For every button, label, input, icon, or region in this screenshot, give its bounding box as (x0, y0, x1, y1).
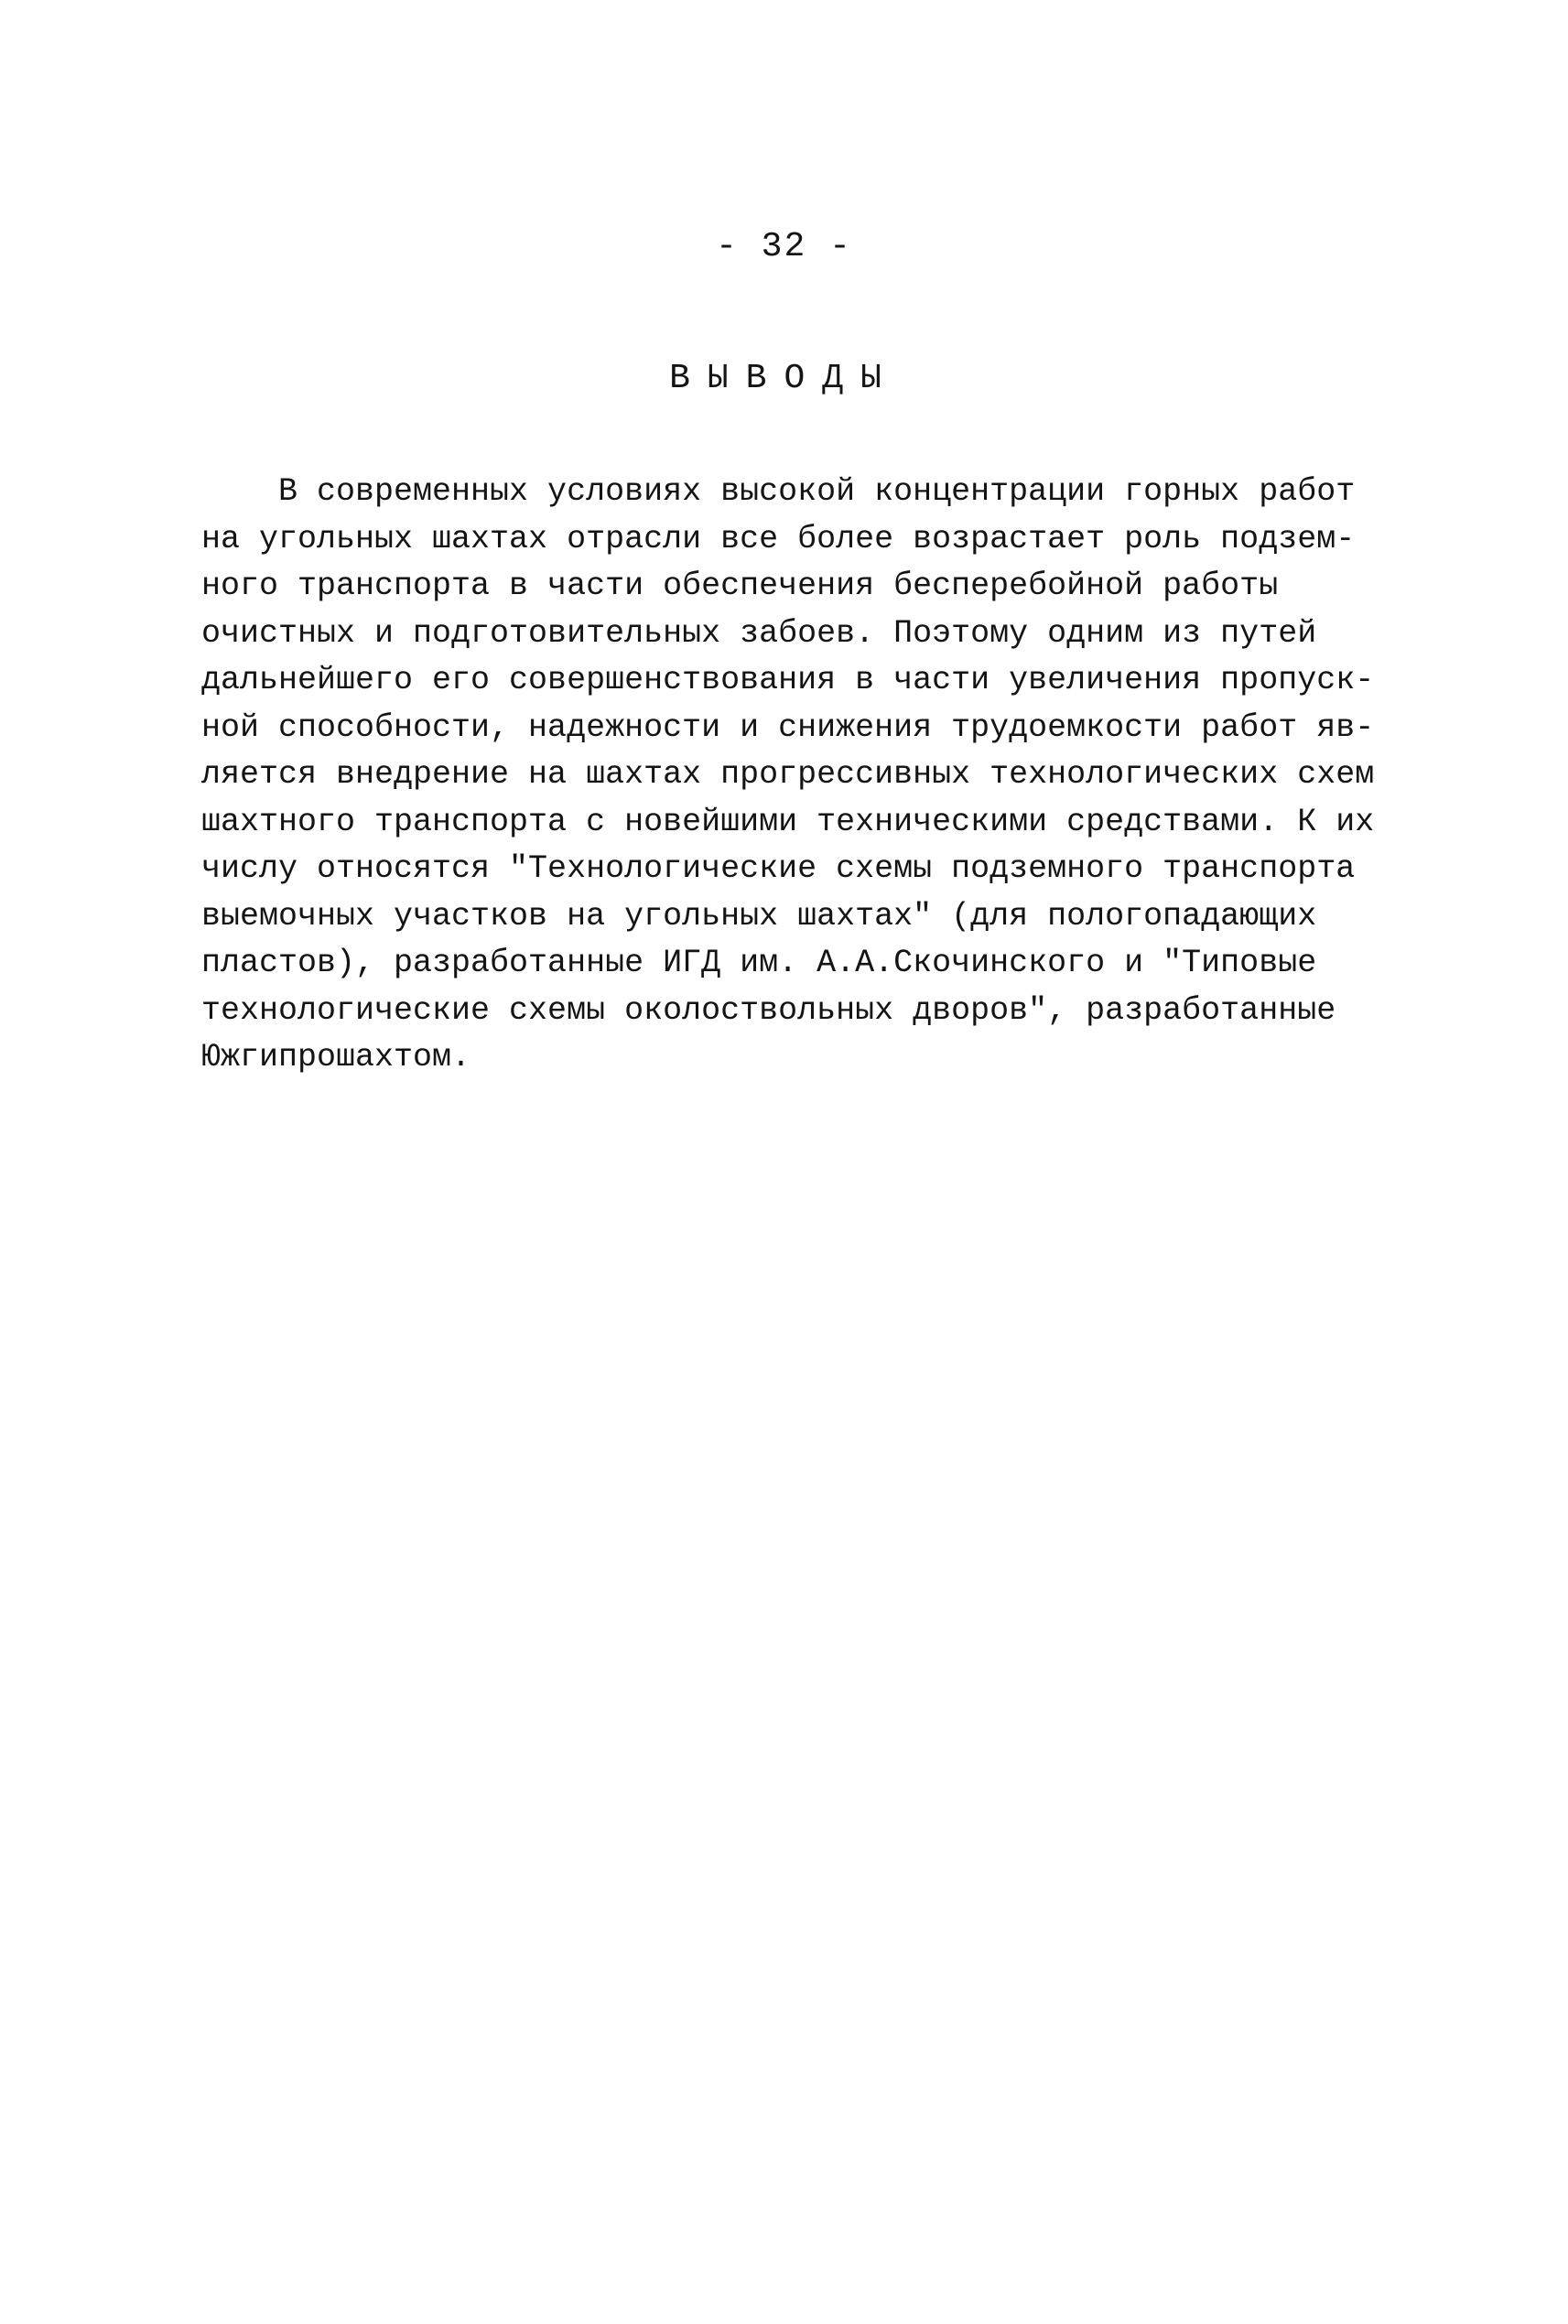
body-paragraph (201, 469, 1391, 1082)
text-line: ного транспорта в части обеспечения бесперебойной работы (201, 567, 1279, 604)
text-line: технологические схемы околоствольных дворов", разработанные (201, 991, 1336, 1029)
text-line: шахтного транспорта с новейшими техническими средствами. К их (201, 803, 1375, 840)
text-line: на угольных шахтах отрасли все более возрастает роль подзем- (201, 520, 1356, 557)
text-line: ляется внедрение на шахтах прогрессивных технологических схем (201, 756, 1375, 793)
text-line: очистных и подготовительных забоев. Поэтому одним из путей (201, 614, 1317, 652)
page-number: - 32 - (716, 227, 852, 266)
text-line: В современных условиях высокой концентрации горных работ (201, 473, 1356, 510)
text-line: ной способности, надежности и снижения трудоемкости работ яв- (201, 708, 1375, 746)
text-line: пластов), разработанные ИГД им. А.А.Скочинского и "Типовые (201, 945, 1317, 981)
text-line: числу относятся "Технологические схемы подземного транспорта (201, 850, 1356, 887)
text-line: Южгипрошахтом. (201, 1039, 471, 1076)
section-title: ВЫВОДЫ (669, 359, 899, 398)
text-line: дальнейшего его совершенствования в части увеличения пропуск- (201, 662, 1375, 698)
text-line: выемочных участков на угольных шахтах" (для пологопадающих (201, 897, 1317, 935)
